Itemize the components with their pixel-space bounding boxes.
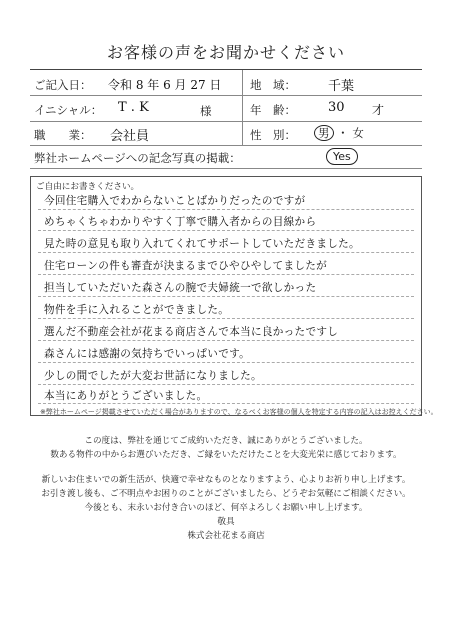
- comment-line: 選んだ不動産会社が花まる商店さんで本当に良かったですし: [44, 326, 339, 338]
- gender-label: 性 別：: [250, 128, 296, 142]
- photo-consent-yes: Yes: [326, 148, 358, 165]
- comment-line: めちゃくちゃわかりやすく丁寧で購入者からの目線から: [44, 216, 317, 228]
- thanks-line: この度は、弊社を通じてご成約いただき、誠にありがとうございました。: [84, 436, 368, 446]
- gender-male-circled: 男: [314, 125, 334, 141]
- ruled-line: [38, 230, 414, 231]
- age-value: 30: [328, 100, 345, 115]
- page-title: お客様の声をお聞かせください: [106, 43, 345, 62]
- comment-line: 担当していただいた森さんの腕で夫婦統一で欲しかった: [44, 282, 317, 294]
- ruled-line: [38, 340, 414, 341]
- form-row-rule-4: [30, 168, 422, 169]
- thanks-line: 数ある物件の中からお選びいただき、ご縁をいただけたことを大変光栄に感じております。: [50, 450, 402, 460]
- privacy-note: ※弊社ホームページ掲載させていただく場合がありますので、なるべくお客様の個人を特定する内容の記入はお控えください。: [40, 408, 438, 416]
- ruled-line: [38, 296, 414, 297]
- gender-options: [314, 125, 364, 141]
- gender-separator: ・: [337, 126, 349, 140]
- ruled-line: [38, 362, 414, 363]
- ruled-line: [38, 318, 414, 319]
- comment-line: 少しの間でしたが大変お世話になりました。: [44, 370, 262, 382]
- comment-line: 物件を手に入れることができました。: [44, 304, 230, 316]
- ruled-line: [38, 384, 414, 385]
- job-label: 職 業：: [34, 128, 92, 142]
- wishes-line: 今後とも、末永いお付き合いのほど、何卒よろしくお願い申し上げます。: [84, 503, 368, 513]
- ruled-line: [38, 403, 414, 404]
- comment-line: 住宅ローンの件も審査が決まるまでひやひやしてましたが: [44, 260, 328, 272]
- gender-female: 女: [352, 126, 364, 140]
- age-label: 年 齢：: [250, 103, 296, 117]
- region-label: 地 域：: [250, 78, 296, 92]
- comment-line: 本当にありがとうございました。: [44, 390, 208, 402]
- form-row-rule-3: [30, 145, 422, 146]
- comment-line: 森さんには感謝の気持ちでいっぱいです。: [44, 348, 251, 360]
- form-row-rule-2: [30, 121, 422, 122]
- ruled-line: [38, 274, 414, 275]
- initial-label: イニシャル：: [34, 103, 103, 117]
- form-row-rule-1: [30, 95, 422, 96]
- region-value: 千葉: [328, 79, 355, 94]
- wishes-line: お引き渡し後も、ご不明点やお困りのことがございましたら、どうぞお気軽にご相談ください。: [41, 489, 411, 499]
- form-top-rule: [30, 69, 422, 70]
- comment-line: 今回住宅購入でわからないことばかりだったのですが: [44, 195, 306, 207]
- date-value: 令和 8 年 6 月 27 日: [108, 78, 222, 92]
- initial-value: T . K: [118, 100, 149, 115]
- comment-line: 見た時の意見も取り入れてくれてサポートしていただきました。: [44, 238, 360, 250]
- comment-heading: ご自由にお書きください。: [36, 182, 140, 192]
- date-label: ご記入日：: [34, 78, 92, 92]
- photo-consent-label: 弊社ホームページへの記念写真の掲載：: [34, 151, 241, 165]
- initial-suffix: 様: [200, 104, 212, 118]
- closing-word: 敬具: [217, 517, 235, 527]
- ruled-line: [38, 209, 414, 210]
- job-value: 会社員: [110, 129, 150, 144]
- wishes-line: 新しいお住まいでの新生活が、快適で幸せなものとなりますよう、心よりお祈り申し上げます。: [41, 475, 411, 485]
- age-suffix: 才: [372, 103, 385, 117]
- company-name: 株式会社花まる商店: [187, 531, 265, 541]
- ruled-line: [38, 252, 414, 253]
- form-column-divider: [242, 70, 243, 145]
